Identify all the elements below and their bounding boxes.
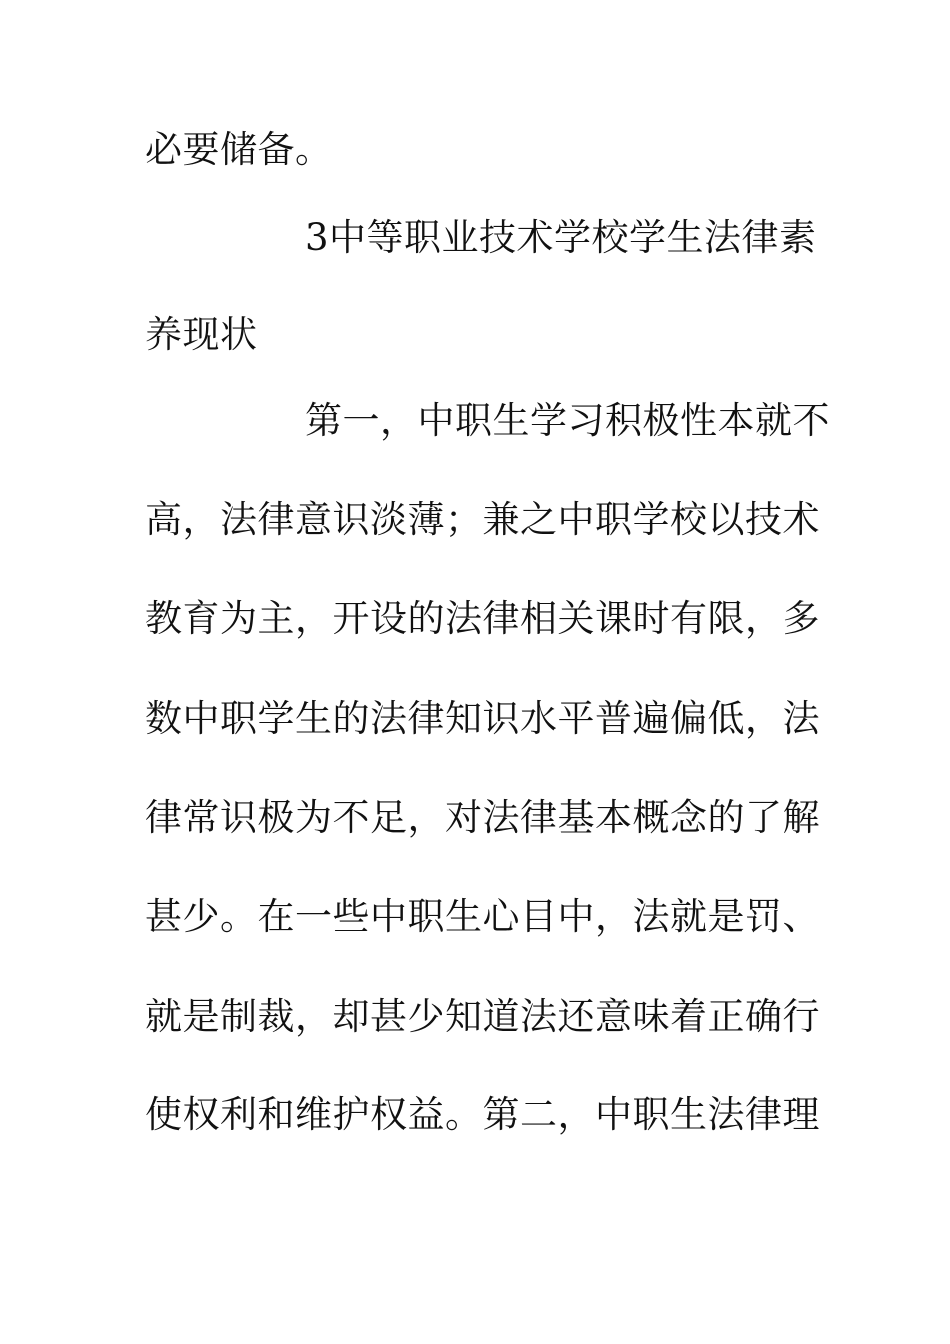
paragraph-line: 甚少。在一些中职生心目中，法就是罚、 <box>145 895 820 938</box>
paragraph-line: 高，法律意识淡薄；兼之中职学校以技术 <box>145 498 820 541</box>
section-heading-continued: 养现状 <box>145 313 258 356</box>
paragraph-line: 律常识极为不足，对法律基本概念的了解 <box>145 796 820 839</box>
paragraph-line: 就是制裁，却甚少知道法还意味着正确行 <box>145 995 820 1038</box>
text-line: 必要储备。 <box>145 128 333 171</box>
paragraph-line: 数中职学生的法律知识水平普遍偏低，法 <box>145 697 820 740</box>
section-heading: 3中等职业技术学校学生法律素 <box>305 216 817 259</box>
paragraph-line: 使权利和维护权益。第二，中职生法律理 <box>145 1093 820 1136</box>
paragraph-line: 第一，中职生学习积极性本就不 <box>305 399 830 442</box>
paragraph-line: 教育为主，开设的法律相关课时有限，多 <box>145 597 820 640</box>
